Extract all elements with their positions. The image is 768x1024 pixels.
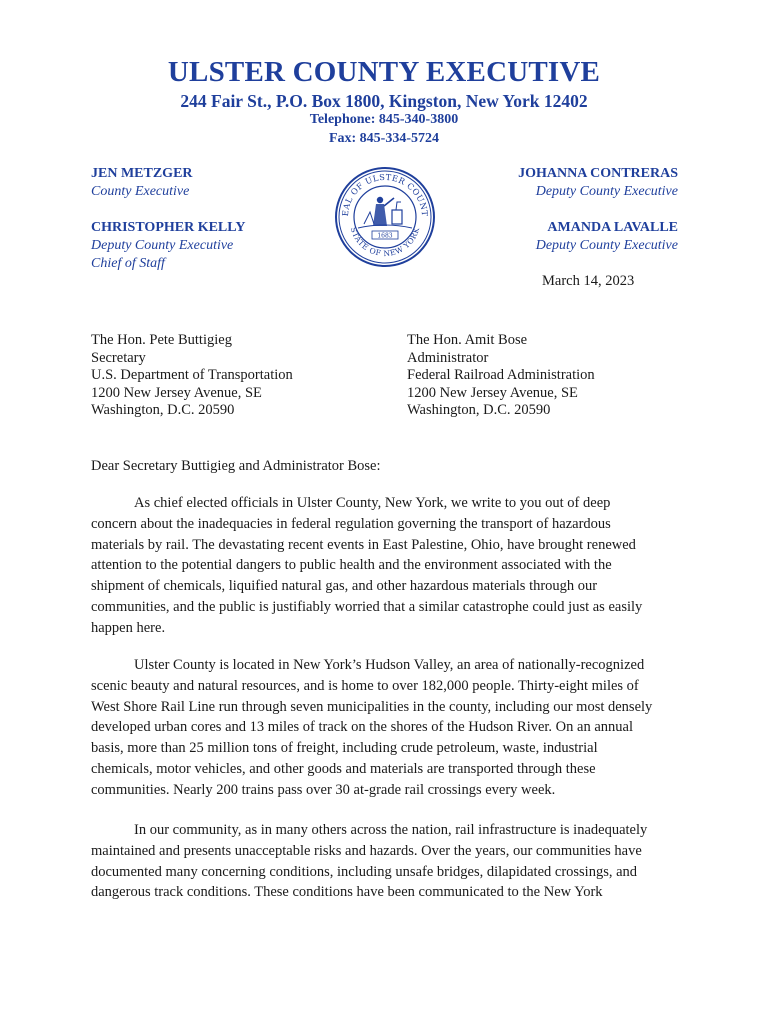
address-line: 1200 New Jersey Avenue, SE <box>91 384 262 401</box>
address-line: Secretary <box>91 349 146 366</box>
paragraph-line: communities, and the public is justifiably worried that a similar catastrophe could just as easily <box>91 598 643 615</box>
seal-text-bottom: STATE OF NEW YORK <box>348 226 422 259</box>
paragraph-line: developed urban cores and 13 miles of track on the shores of the Hudson River. On an annual <box>91 719 633 736</box>
seal-year: 1683 <box>377 232 393 240</box>
county-seal-icon <box>334 166 436 268</box>
body-paragraph-2 <box>91 655 679 801</box>
address-line: Washington, D.C. 20590 <box>407 402 551 419</box>
paragraph-line: As chief elected officials in Ulster County, New York, we write to you out of deep <box>134 495 611 511</box>
official-johanna-contreras <box>518 165 678 201</box>
paragraph-line: Ulster County is located in New York’s Hudson Valley, an area of nationally-recognized <box>134 657 645 673</box>
body-paragraph-1 <box>91 493 679 639</box>
recipient-address-2 <box>407 332 595 420</box>
address-line: The Hon. Amit Bose <box>407 332 528 348</box>
official-role: County Executive <box>91 184 190 199</box>
paragraph-line: concern about the inadequacies in federal regulation governing the transport of hazardous <box>91 515 611 532</box>
official-christopher-kelly <box>91 219 245 273</box>
official-name: CHRISTOPHER KELLY <box>91 220 246 235</box>
letterhead-address: 244 Fair St., P.O. Box 1800, Kingston, New York 12402 <box>180 91 588 111</box>
paragraph-line: attention to the potential dangers to public health and the environment associated with the <box>91 557 612 574</box>
paragraph-line: dangerous track conditions. These conditions have been communicated to the New York <box>91 884 603 901</box>
letterhead-telephone: Telephone: 845-340-3800 <box>309 112 459 127</box>
paragraph-line: shipment of chemicals, liquified natural gas, and other hazardous materials through our <box>91 578 598 595</box>
official-role: Deputy County Executive <box>535 184 678 199</box>
paragraph-line: basis, more than 25 million tons of freight, including crude petroleum, waste, industrial <box>91 740 598 757</box>
official-name: JOHANNA CONTRERAS <box>518 166 678 181</box>
address-line: Administrator <box>407 349 489 366</box>
paragraph-line: maintained and presents unacceptable risks and hazards. Over the years, our communities have <box>91 842 642 859</box>
paragraph-line: In our community, as in many others across the nation, rail infrastructure is inadequately <box>134 822 648 838</box>
official-amanda-lavalle <box>536 219 678 255</box>
paragraph-line: chemicals, motor vehicles, and other goods and materials are transported through these <box>91 760 596 777</box>
address-line: Washington, D.C. 20590 <box>91 402 235 419</box>
paragraph-line: documented many concerning conditions, including unsafe bridges, dilapidated crossings, and <box>91 863 638 880</box>
letterhead-title: ULSTER COUNTY EXECUTIVE <box>167 56 601 88</box>
official-jen-metzger <box>91 165 193 201</box>
paragraph-line: happen here. <box>91 619 166 636</box>
paragraph-line: communities. Nearly 200 trains pass over 30 at-grade rail crossings every week. <box>91 781 556 798</box>
seal-text-top: EAL OF ULSTER COUNT <box>339 171 431 217</box>
body-paragraph-3 <box>91 820 679 903</box>
letter-date: March 14, 2023 <box>542 273 635 289</box>
address-line: 1200 New Jersey Avenue, SE <box>407 384 578 401</box>
official-role: Deputy County Executive <box>91 238 234 253</box>
salutation: Dear Secretary Buttigieg and Administrator Bose: <box>91 458 381 474</box>
address-line: Federal Railroad Administration <box>407 367 595 384</box>
paragraph-line: scenic beauty and natural resources, and is home to over 182,000 people. Thirty-eight miles of <box>91 677 639 694</box>
recipient-address-1 <box>91 332 293 420</box>
official-role: Chief of Staff <box>91 256 165 271</box>
paragraph-line: materials by rail. The devastating recent events in East Palestine, Ohio, have brought renewed <box>91 536 636 553</box>
letterhead-fax: Fax: 845-334-5724 <box>328 131 440 146</box>
official-name: AMANDA LAVALLE <box>547 220 678 235</box>
official-role: Deputy County Executive <box>535 238 678 253</box>
address-line: The Hon. Pete Buttigieg <box>91 332 232 348</box>
paragraph-line: West Shore Rail Line run through seven municipalities in the county, including our most densely <box>91 698 653 715</box>
official-name: JEN METZGER <box>91 166 193 181</box>
address-line: U.S. Department of Transportation <box>91 367 293 384</box>
